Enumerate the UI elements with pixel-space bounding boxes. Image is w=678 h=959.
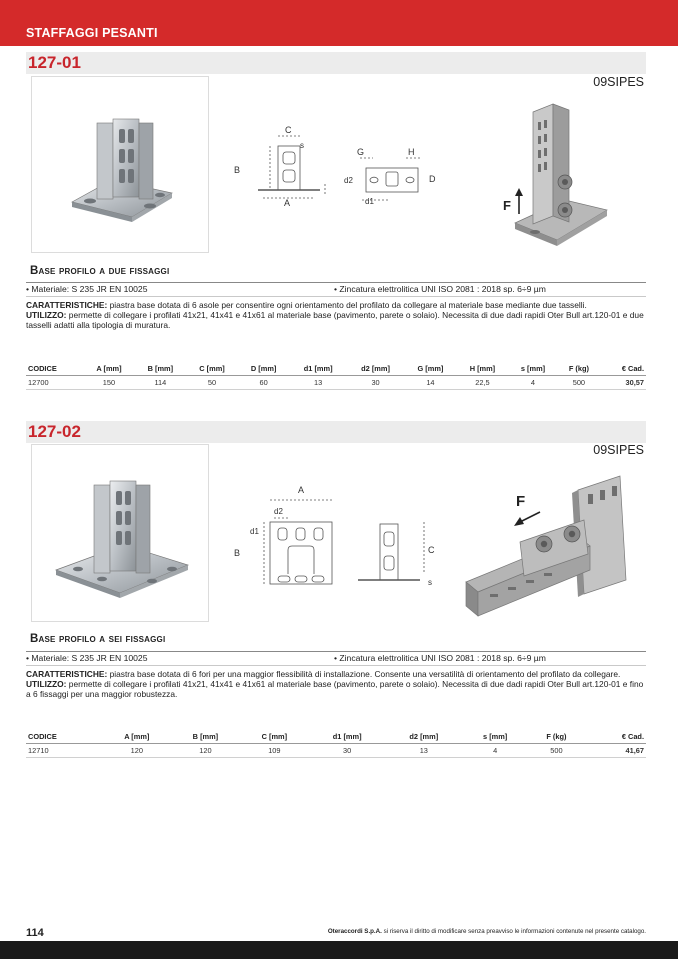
table-cell: 22,5 <box>457 376 509 390</box>
material-text: • Materiale: S 235 JR EN 10025 <box>26 653 148 663</box>
column-header: € Cad. <box>600 362 646 376</box>
table-cell: 30 <box>309 744 386 758</box>
table-cell: 120 <box>103 744 171 758</box>
dim-label-d1: d1 <box>365 197 374 206</box>
column-header: A [mm] <box>83 362 134 376</box>
table-cell: 109 <box>240 744 309 758</box>
features-paragraph <box>26 300 648 310</box>
spec-table <box>26 362 646 390</box>
product-description <box>26 669 648 700</box>
column-header: D [mm] <box>238 362 290 376</box>
column-header: F (kg) <box>528 730 584 744</box>
product-code: 127-02 <box>28 422 81 441</box>
table-cell: 30 <box>347 376 404 390</box>
column-header: CODICE <box>26 730 103 744</box>
column-header: C [mm] <box>186 362 238 376</box>
dim-label-c: C <box>285 125 292 135</box>
table-cell: 4 <box>462 744 528 758</box>
table-cell: 4 <box>508 376 557 390</box>
column-header: s [mm] <box>508 362 557 376</box>
column-header: s [mm] <box>462 730 528 744</box>
usage-text: permette di collegare i profilati 41x21, 41x41 e 41x61 al materiale base (pavimento, parete o solaio). Necessita di due dadi rapidi Oter Bull art.120-01 e due tasselli adatti alla tipologia di muratura. <box>26 310 644 331</box>
dim-label-g: G <box>357 147 365 157</box>
usage-label: UTILIZZO: <box>26 310 67 321</box>
table-cell: 500 <box>558 376 600 390</box>
price-cell: 41,67 <box>585 744 646 758</box>
column-header: B [mm] <box>135 362 187 376</box>
product-code-bar <box>26 421 646 443</box>
table-cell: 120 <box>171 744 240 758</box>
usage-paragraph <box>26 679 648 699</box>
page-number: 114 <box>26 927 44 939</box>
table-cell: 50 <box>186 376 238 390</box>
features-text: piastra base dotata di 6 asole per consentire ogni orientamento del profilato da collegare al materiale base mediante due tasselli. <box>109 300 587 310</box>
technical-drawing <box>228 478 443 593</box>
table-cell: 13 <box>385 744 462 758</box>
column-header: C [mm] <box>240 730 309 744</box>
column-header: B [mm] <box>171 730 240 744</box>
column-header: d2 [mm] <box>347 362 404 376</box>
material-row <box>26 651 646 666</box>
usage-paragraph <box>26 310 648 330</box>
product-title: Base profilo a due fissaggi <box>30 265 170 277</box>
features-label: CARATTERISTICHE: <box>26 300 108 310</box>
bracket-photo-image <box>32 445 208 621</box>
table-cell: 12700 <box>26 376 83 390</box>
dim-label-a: A <box>284 198 291 208</box>
dim-label-b: B <box>234 548 241 558</box>
dim-label-s: s <box>428 578 432 587</box>
column-header: F (kg) <box>558 362 600 376</box>
table-header-row <box>26 730 646 744</box>
table-cell: 12710 <box>26 744 103 758</box>
features-label: CARATTERISTICHE: <box>26 669 108 679</box>
features-paragraph <box>26 669 648 679</box>
dim-label-d1: d1 <box>250 527 259 536</box>
footer-note-text: si riserva il diritto di modificare senza preavviso le informazioni contenute nel presente catalogo. <box>383 928 646 935</box>
table-row <box>26 376 646 390</box>
finish-text: • Zincatura elettrolitica UNI ISO 2081 : 2018 sp. 6÷9 µm <box>334 284 546 294</box>
table-row <box>26 744 646 758</box>
table-cell: 150 <box>83 376 134 390</box>
dim-label-d: D <box>429 174 436 184</box>
column-header: G [mm] <box>404 362 456 376</box>
dim-label-s: s <box>300 141 304 150</box>
table-cell: 114 <box>135 376 187 390</box>
table-header-row <box>26 362 646 376</box>
brand-label: 09SIPES <box>593 75 644 89</box>
dim-label-d2: d2 <box>274 507 283 516</box>
features-text: piastra base dotata di 6 fori per una maggior flessibilità di installazione. Consente una versatilità di orientamento del profilato da collegare. <box>109 669 621 679</box>
force-label: F <box>516 493 526 510</box>
dim-label-c: C <box>428 545 435 555</box>
material-text: • Materiale: S 235 JR EN 10025 <box>26 284 148 294</box>
spec-table <box>26 730 646 758</box>
table-cell: 500 <box>528 744 584 758</box>
column-header: A [mm] <box>103 730 171 744</box>
column-header: d1 [mm] <box>309 730 386 744</box>
table-cell: 13 <box>289 376 346 390</box>
page-category-title: STAFFAGGI PESANTI <box>26 26 158 40</box>
footer-company: Oteraccordi S.p.A. <box>327 928 382 935</box>
column-header: € Cad. <box>585 730 646 744</box>
product-photo <box>31 444 209 622</box>
footer-band <box>0 941 678 959</box>
usage-label: UTILIZZO: <box>26 679 67 690</box>
force-label: F <box>503 198 511 213</box>
header-band <box>0 0 678 46</box>
price-cell: 30,57 <box>600 376 646 390</box>
dim-label-b: B <box>234 165 241 175</box>
dim-label-d2: d2 <box>344 176 353 185</box>
product-3d-render <box>495 98 615 258</box>
column-header: H [mm] <box>457 362 509 376</box>
bracket-photo-image <box>32 77 208 252</box>
product-description <box>26 300 648 331</box>
dim-label-a: A <box>298 485 305 495</box>
product-3d-render <box>460 470 640 620</box>
product-code: 127-01 <box>28 53 81 72</box>
column-header: d2 [mm] <box>385 730 462 744</box>
material-row <box>26 282 646 297</box>
footer-disclaimer <box>328 928 646 935</box>
finish-text: • Zincatura elettrolitica UNI ISO 2081 : 2018 sp. 6÷9 µm <box>334 653 546 663</box>
table-cell: 14 <box>404 376 456 390</box>
product-photo <box>31 76 209 253</box>
brand-label: 09SIPES <box>593 443 644 457</box>
dim-label-h: H <box>408 147 415 157</box>
usage-text: permette di collegare i profilati 41x21, 41x41 e 41x61 al materiale base (pavimento, parete o solaio). Necessita di due dadi rapidi Oter Bull art.120-01 e fino a 6 fissaggi per una maggior robustezza. <box>26 679 644 700</box>
column-header: d1 [mm] <box>289 362 346 376</box>
technical-drawing <box>228 118 443 213</box>
product-title: Base profilo a sei fissaggi <box>30 633 166 645</box>
column-header: CODICE <box>26 362 83 376</box>
table-cell: 60 <box>238 376 290 390</box>
product-code-bar <box>26 52 646 74</box>
